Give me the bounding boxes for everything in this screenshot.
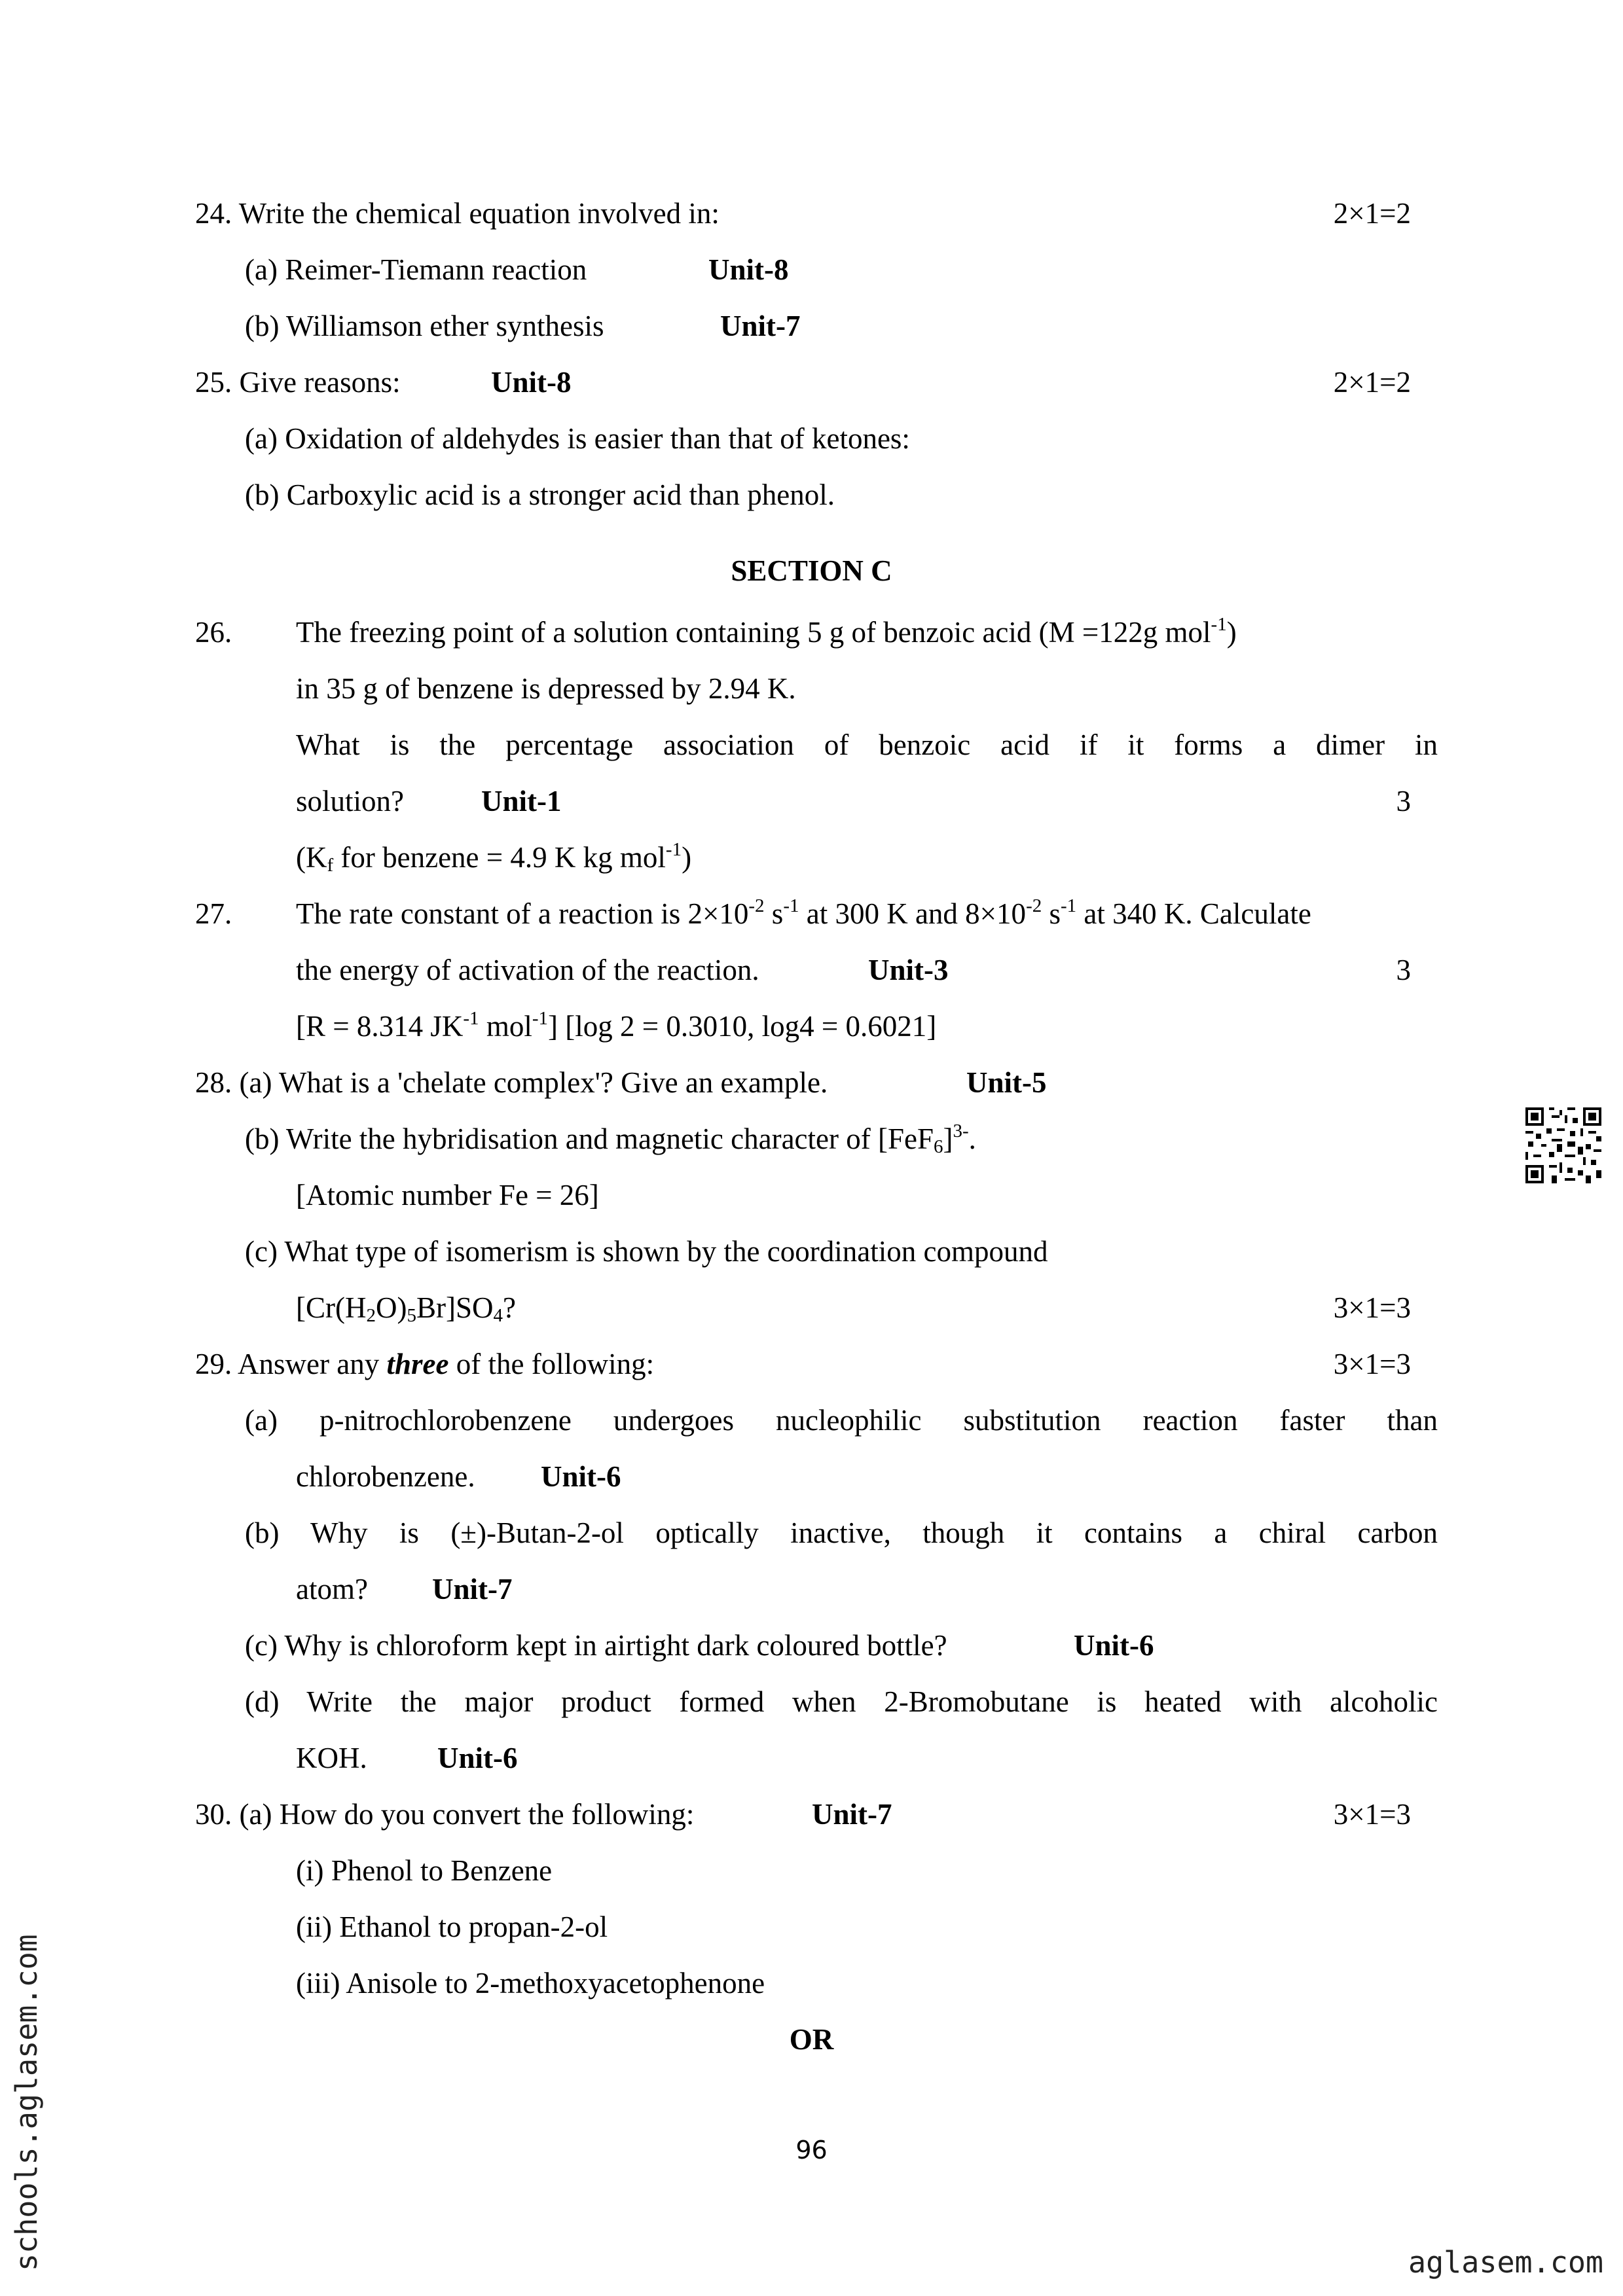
q27-l1-sup4: -1 <box>1061 895 1077 916</box>
q29-number: 29. <box>195 1348 232 1380</box>
q24-marks: 2×1=2 <box>1333 197 1411 230</box>
q28c-formula <box>296 1291 516 1326</box>
q28b-post: . <box>968 1122 976 1155</box>
q28c-text: (c) What type of isomerism is shown by the coordination compound <box>245 1235 1048 1268</box>
q28-line <box>195 1068 828 1098</box>
q29-line <box>195 1350 654 1379</box>
q24-line <box>195 199 720 228</box>
q26-l1-pre: The freezing point of a solution containing 5 g of benzoic acid (M =122g mol <box>296 616 1211 649</box>
q26-l5-sup: -1 <box>665 839 682 860</box>
q29a-line2: chlorobenzene. <box>296 1460 475 1493</box>
q28c-s3: 4 <box>493 1305 503 1326</box>
qr-code-icon <box>1525 1107 1601 1183</box>
q26-l1-sup: -1 <box>1211 614 1227 635</box>
q28c-f4: ? <box>502 1291 516 1324</box>
q24a-text: (a) Reimer-Tiemann reaction <box>245 253 587 286</box>
q27-l1-e: at 340 K. Calculate <box>1076 897 1311 930</box>
q27-line3 <box>296 1008 937 1043</box>
q26-l5-mid: for benzene = 4.9 K kg mol <box>333 841 666 874</box>
q24-text: Write the chemical equation involved in: <box>238 197 720 230</box>
q27-l1-sup3: -2 <box>1026 895 1042 916</box>
q28c-s1: 2 <box>366 1305 376 1326</box>
q27-l3-sup1: -1 <box>463 1008 479 1029</box>
q29-text-post: of the following: <box>456 1348 655 1380</box>
q25-unit: Unit-8 <box>491 366 572 399</box>
q28b-sub: 6 <box>934 1136 943 1157</box>
q29d-line2: KOH. <box>296 1742 367 1774</box>
q28c-f2: O) <box>375 1291 407 1324</box>
q26-l5-sub: f <box>327 855 334 876</box>
q26-l1-post: ) <box>1226 616 1237 649</box>
q27-l3-c: ] [log 2 = 0.3010, log4 = 0.6021] <box>548 1010 937 1043</box>
watermark-right: aglasem.com <box>1408 2245 1603 2280</box>
q27-l1-sup2: -1 <box>783 895 799 916</box>
q30-text: (a) How do you convert the following: <box>239 1798 695 1831</box>
q26-line5 <box>296 839 692 876</box>
q28-marks: 3×1=3 <box>1333 1291 1411 1324</box>
q26-l5-pre: (K <box>296 841 327 874</box>
q27-l1-a: The rate constant of a reaction is 2×10 <box>296 897 749 930</box>
q26-line1-text <box>296 614 1237 649</box>
q25-number: 25. <box>195 366 232 399</box>
q27-l3-a: [R = 8.314 JK <box>296 1010 464 1043</box>
q28a-text: (a) What is a 'chelate complex'? Give an example. <box>239 1066 828 1099</box>
q29c-unit: Unit-6 <box>1074 1629 1154 1662</box>
q30-item-iii: (iii) Anisole to 2-methoxyacetophenone <box>296 1967 765 2000</box>
q28b-mid: ] <box>943 1122 953 1155</box>
q30-line <box>195 1800 694 1829</box>
q27-l1-c: at 300 K and 8×10 <box>799 897 1027 930</box>
q30-item-i: (i) Phenol to Benzene <box>296 1854 553 1887</box>
q27-line2: the energy of activation of the reaction. <box>296 954 759 986</box>
q28c-f3: Br]SO <box>416 1291 494 1324</box>
q26-line4: solution? <box>296 785 404 817</box>
q30-item-ii: (ii) Ethanol to propan-2-ol <box>296 1910 608 1943</box>
page-number: 96 <box>795 2136 828 2164</box>
q28b-note: [Atomic number Fe = 26] <box>296 1179 599 1211</box>
q29a-line1: (a) p-nitrochlorobenzene undergoes nucleophilic substitution reaction faster than <box>245 1404 1438 1437</box>
q26-l5-post: ) <box>682 841 692 874</box>
q26-line2: in 35 g of benzene is depressed by 2.94 K. <box>296 672 796 705</box>
q29b-line2: atom? <box>296 1573 368 1605</box>
q26-unit: Unit-1 <box>481 785 562 817</box>
q26-number: 26. <box>195 616 232 649</box>
q24b-text: (b) Williamson ether synthesis <box>245 310 604 342</box>
q29b-line1: (b) Why is (±)-Butan-2-ol optically inactive, though it contains a chiral carbon <box>245 1516 1438 1549</box>
q28b-pre: (b) Write the hybridisation and magnetic character of [FeF <box>245 1122 934 1155</box>
q25-line <box>195 368 401 397</box>
q24b-unit: Unit-7 <box>720 310 801 342</box>
q26-marks: 3 <box>1396 785 1411 817</box>
q26-line3: What is the percentage association of benzoic acid if it forms a dimer in <box>296 728 1438 761</box>
q29-text-pre: Answer any <box>238 1348 380 1380</box>
q27-line1 <box>296 895 1311 930</box>
q25-text: Give reasons: <box>239 366 401 399</box>
q27-number: 27. <box>195 897 232 930</box>
q30-marks: 3×1=3 <box>1333 1798 1411 1831</box>
q29b-unit: Unit-7 <box>432 1573 513 1605</box>
q29-text-em: three <box>386 1348 449 1380</box>
q28c-f1: [Cr(H <box>296 1291 367 1324</box>
q30-number: 30. <box>195 1798 232 1831</box>
q28b-line <box>245 1121 976 1157</box>
q24-number: 24. <box>195 197 232 230</box>
q29a-unit: Unit-6 <box>541 1460 621 1493</box>
q27-l1-d: s <box>1042 897 1061 930</box>
q29c-text: (c) Why is chloroform kept in airtight dark coloured bottle? <box>245 1629 947 1662</box>
q27-unit: Unit-3 <box>868 954 949 986</box>
q25-marks: 2×1=2 <box>1333 366 1411 399</box>
q27-marks: 3 <box>1396 954 1411 986</box>
q26-line1 <box>296 614 1438 649</box>
q27-l1-b: s <box>764 897 784 930</box>
q25a-text: (a) Oxidation of aldehydes is easier than that of ketones: <box>245 422 910 455</box>
q30-or: OR <box>789 2023 834 2056</box>
q27-l1-sup1: -2 <box>748 895 765 916</box>
q27-l3-sup2: -1 <box>532 1008 548 1029</box>
q29d-unit: Unit-6 <box>437 1742 518 1774</box>
q28-number: 28. <box>195 1066 232 1099</box>
watermark-left: schools.aglasem.com <box>9 1934 44 2271</box>
q29-marks: 3×1=3 <box>1333 1348 1411 1380</box>
q28-unit: Unit-5 <box>966 1066 1047 1099</box>
q29d-line1: (d) Write the major product formed when 2-Bromobutane is heated with alcoholic <box>245 1685 1438 1718</box>
q30-unit: Unit-7 <box>812 1798 892 1831</box>
q24a-unit: Unit-8 <box>708 253 789 286</box>
section-c-title: SECTION C <box>731 554 892 587</box>
q28b-sup: 3- <box>953 1121 969 1141</box>
q25b-text: (b) Carboxylic acid is a stronger acid than phenol. <box>245 478 835 511</box>
q27-l3-b: mol <box>479 1010 532 1043</box>
q28c-s2: 5 <box>407 1305 416 1326</box>
